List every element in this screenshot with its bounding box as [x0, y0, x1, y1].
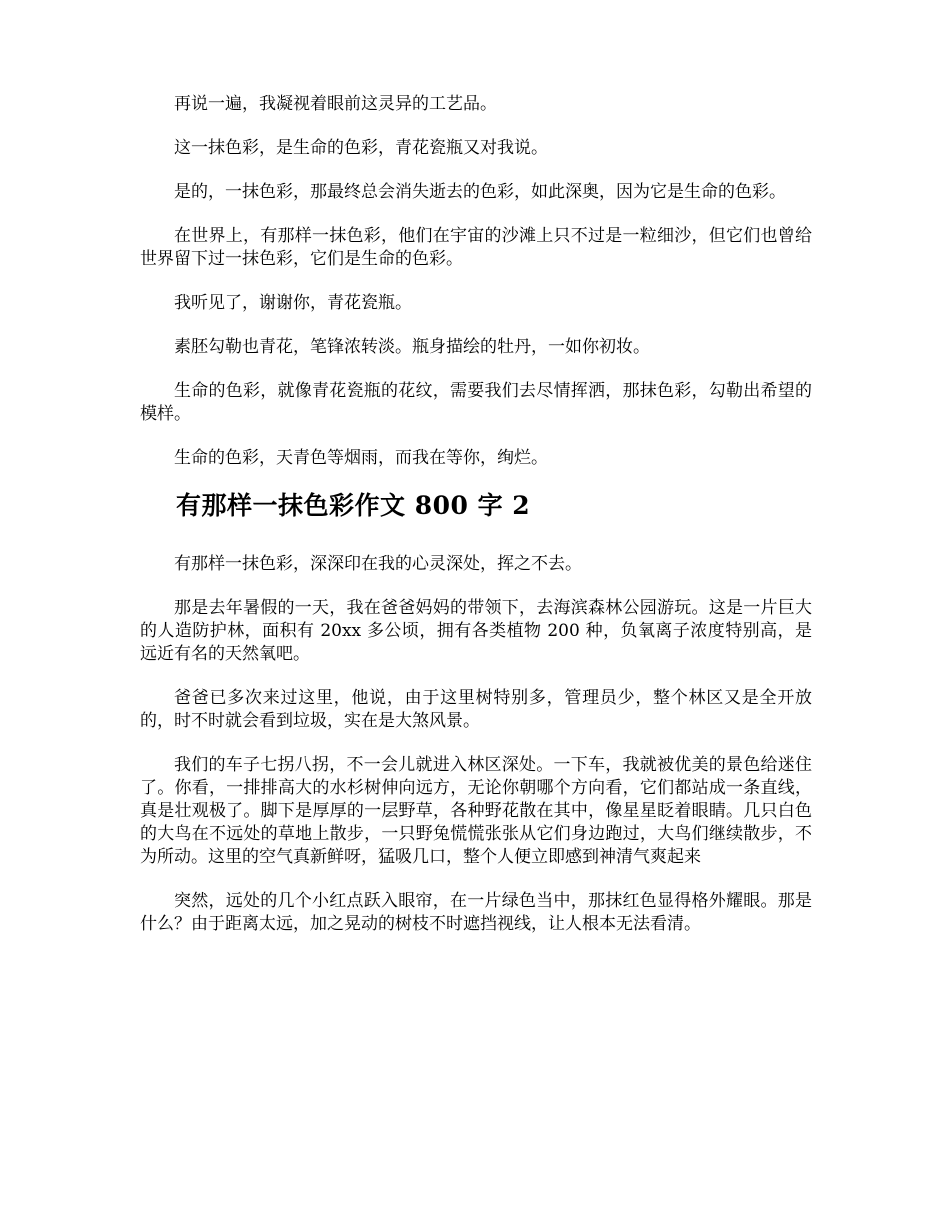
paragraph: 是的，一抹色彩，那最终总会消失逝去的色彩，如此深奥，因为它是生命的色彩。	[174, 182, 786, 202]
paragraph: 这一抹色彩，是生命的色彩，青花瓷瓶又对我说。	[174, 138, 548, 158]
paragraph: 生命的色彩，天青色等烟雨，而我在等你，绚烂。	[174, 448, 548, 468]
document-page	[140, 93, 812, 957]
section-heading: 有那样一抹色彩作文 800 字 2	[176, 491, 531, 520]
paragraph: 突然，远处的几个小红点跃入眼帘，在一片绿色当中，那抹红色显得格外耀眼。那是什么？由于距离太远，加之晃动的树枝不时遮挡视线，让人根本无法看清。	[140, 891, 812, 934]
paragraph: 再说一遍，我凝视着眼前这灵异的工艺品。	[174, 94, 497, 114]
paragraph: 爸爸已多次来过这里，他说，由于这里树特别多，管理员少，整个林区又是全开放的，时不时就会看到垃圾，实在是大煞风景。	[140, 688, 812, 731]
paragraph: 在世界上，有那样一抹色彩，他们在宇宙的沙滩上只不过是一粒细沙，但它们也曾给世界留下过一抹色彩，它们是生命的色彩。	[140, 226, 812, 269]
paragraph: 有那样一抹色彩，深深印在我的心灵深处，挥之不去。	[174, 554, 582, 574]
paragraph: 我们的车子七拐八拐，不一会儿就进入林区深处。一下车，我就被优美的景色给迷住了。你看，一排排高大的水杉树伸向远方，无论你朝哪个方向看，它们都站成一条直线，真是壮观极了。脚下是厚厚的一层野草，各种野花散在其中，像星星眨着眼睛。几只白色的大鸟在不远处的草地上散步，一只野兔慌慌张张从它们身边跑过，大鸟们继续散步，不为所动。这里的空气真新鲜呀，猛吸几口，整个人便立即感到神清气爽起来	[140, 755, 812, 867]
paragraph: 我听见了，谢谢你，青花瓷瓶。	[174, 293, 412, 313]
paragraph: 生命的色彩，就像青花瓷瓶的花纹，需要我们去尽情挥洒，那抹色彩，勾勒出希望的模样。	[140, 381, 812, 424]
paragraph: 那是去年暑假的一天，我在爸爸妈妈的带领下，去海滨森林公园游玩。这是一片巨大的人造防护林，面积有 20xx 多公顷，拥有各类植物 200 种，负氧离子浓度特别高，是远近有名的天然氧吧。	[140, 598, 812, 664]
paragraph: 素胚勾勒也青花，笔锋浓转淡。瓶身描绘的牡丹，一如你初妆。	[174, 337, 650, 357]
